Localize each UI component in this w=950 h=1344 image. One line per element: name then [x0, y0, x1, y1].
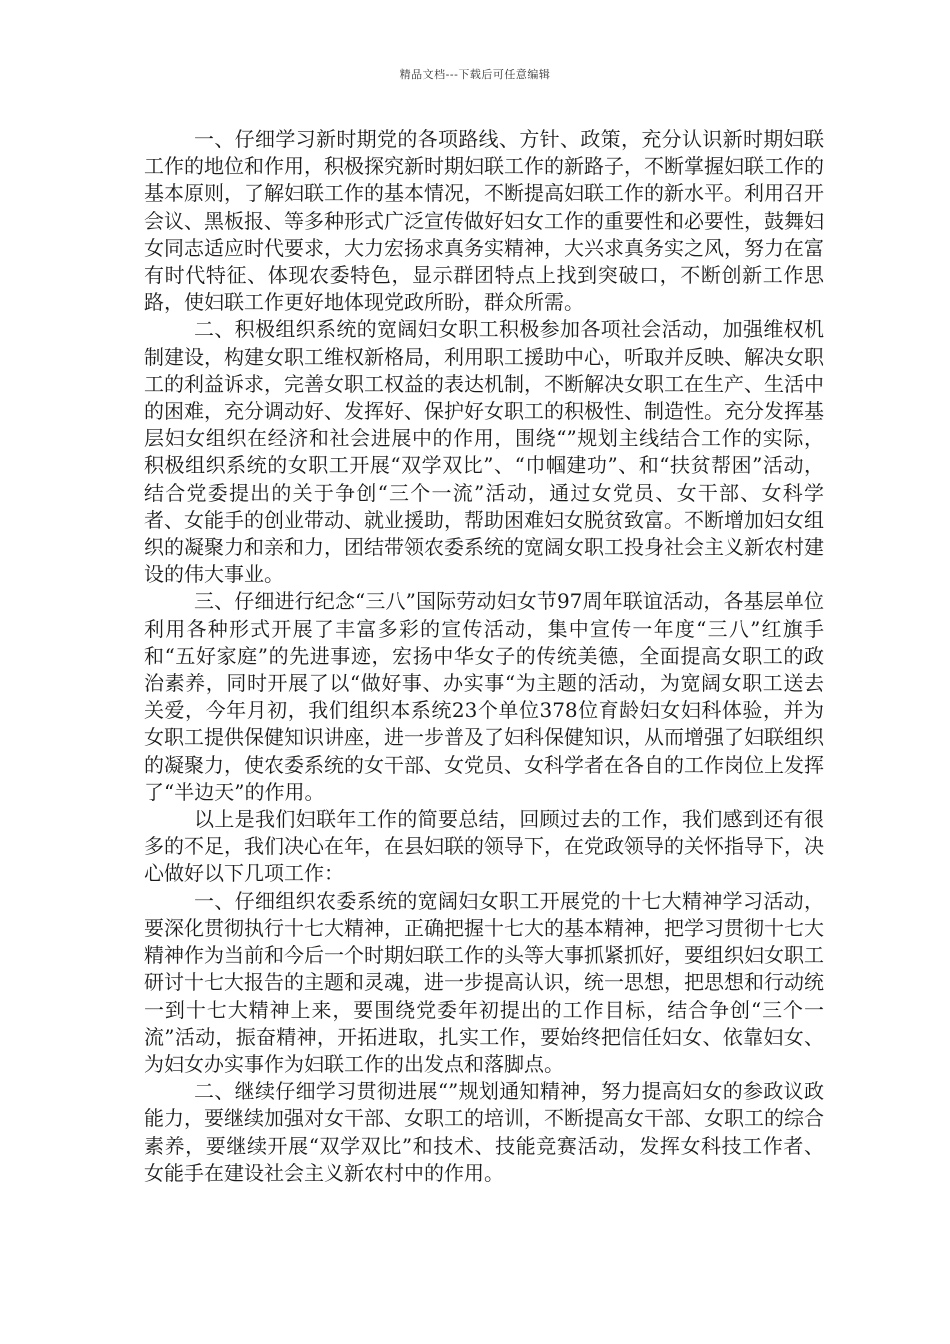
paragraph-5: 一、仔细组织农委系统的宽阔妇女职工开展党的十七大精神学习活动，要深化贯彻执行十七大精神，正确把握十七大的基本精神，把学习贯彻十七大精神作为当前和今后一个时期妇联工作的头等大事抓紧抓好，要组织妇女职工研讨十七大报告的主题和灵魂，进一步提高认识，统一思想，把思想和行动统一到十七大精神上来，要围绕党委年初提出的工作目标，结合争创“三个一流”活动，振奋精神，开拓进取，扎实工作，要始终把信任妇女、依靠妇女、为妇女办实事作为妇联工作的出发点和落脚点。 — [144, 888, 824, 1076]
page-header: 精品文档---下载后可任意编辑 — [399, 68, 551, 81]
document-body — [144, 126, 824, 1187]
paragraph-2: 二、积极组织系统的宽阔妇女职工积极参加各项社会活动，加强维权机制建设，构建女职工维权新格局，利用职工援助中心，听取并反映、解决女职工的利益诉求，完善女职工权益的表达机制，不断解决女职工在生产、生活中的困难，充分调动好、发挥好、保护好女职工的积极性、制造性。充分发挥基层妇女组织在经济和社会进展中的作用，围绕“”规划主线结合工作的实际，积极组织系统的女职工开展“双学双比”、“巾帼建功”、和“扶贫帮困”活动，结合党委提出的关于争创“三个一流”活动，通过女党员、女干部、女科学者、女能手的创业带动、就业援助，帮助困难妇女脱贫致富。不断增加妇女组织的凝聚力和亲和力，团结带领农委系统的宽阔女职工投身社会主义新农村建设的伟大事业。 — [144, 317, 824, 587]
paragraph-1: 一、仔细学习新时期党的各项路线、方针、政策，充分认识新时期妇联工作的地位和作用，积极探究新时期妇联工作的新路子，不断掌握妇联工作的基本原则，了解妇联工作的基本情况，不断提高妇联工作的新水平。利用召开会议、黑板报、等多种形式广泛宣传做好妇女工作的重要性和必要性，鼓舞妇女同志适应时代要求，大力宏扬求真务实精神，大兴求真务实之风，努力在富有时代特征、体现农委特色，显示群团特点上找到突破口，不断创新工作思路，使妇联工作更好地体现党政所盼，群众所需。 — [144, 127, 824, 315]
paragraph-4: 以上是我们妇联年工作的简要总结，回顾过去的工作，我们感到还有很多的不足，我们决心在年，在县妇联的领导下，在党政领导的关怀指导下，决心做好以下几项工作： — [144, 807, 824, 886]
paragraph-3: 三、仔细进行纪念“三八”国际劳动妇女节97周年联谊活动，各基层单位利用各种形式开展了丰富多彩的宣传活动，集中宣传一年度“三八”红旗手和“五好家庭”的先进事迹，宏扬中华女子的传统美德，全面提高女职工的政治素养，同时开展了以“做好事、办实事“为主题的活动，为宽阔女职工送去关爱，今年月初，我们组织本系统23个单位378位育龄妇女妇科体验，并为女职工提供保健知识讲座，进一步普及了妇科保健知识，从而增强了妇联组织的凝聚力，使农委系统的女干部、女党员、女科学者在各自的工作岗位上发挥了“半边天”的作用。 — [144, 589, 824, 804]
paragraph-6: 二、继续仔细学习贯彻进展“”规划通知精神，努力提高妇女的参政议政能力，要继续加强对女干部、女职工的培训，不断提高女干部、女职工的综合素养，要继续开展“双学双比”和技术、技能竞赛活动，发挥女科技工作者、女能手在建设社会主义新农村中的作用。 — [144, 1079, 824, 1185]
